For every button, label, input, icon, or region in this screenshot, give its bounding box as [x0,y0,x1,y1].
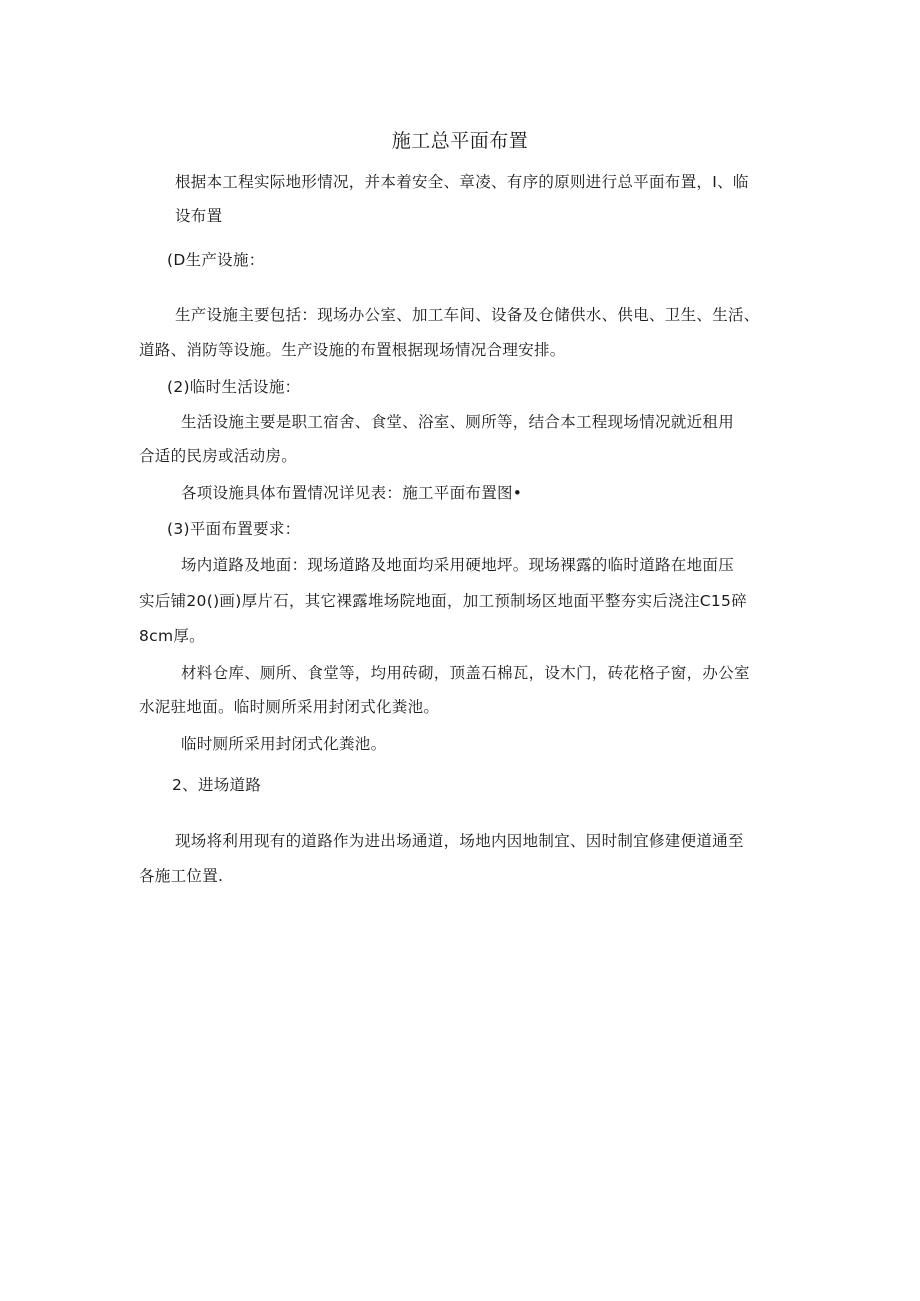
body-line-9: 各项设施具体布置情况详见表：施工平面布置图• [181,484,523,502]
body-line-18: 现场将利用现有的道路作为进出场通道，场地内因地制宜、因时制宜修建便道通至 [175,832,744,850]
body-line-15: 水泥驻地面。临时厕所采用封闭式化粪池。 [139,698,440,716]
section-heading-requirements: (3)平面布置要求： [167,520,301,538]
section-heading-access-road: 2、进场道路 [172,776,262,794]
body-line-14: 材料仓库、厕所、食堂等，均用砖砌，顶盖石棉瓦，设木门，砖花格子窗，办公室 [181,664,750,682]
section-heading-living: (2)临时生活设施： [167,378,301,396]
body-line-7: 生活设施主要是职工宿舍、食堂、浴室、厕所等，结合本工程现场情况就近租用 [181,413,735,431]
body-line-19: 各施工位置. [139,867,224,885]
body-line-5: 道路、消防等设施。生产设施的布置根据现场情况合理安排。 [139,341,566,359]
body-line-16: 临时厕所采用封闭式化粪池。 [181,735,387,753]
document-title: 施工总平面布置 [391,130,529,152]
section-heading-production: (D生产设施： [167,251,265,269]
body-line-4: 生产设施主要包括：现场办公室、加工车间、设备及仓储供水、供电、卫生、生活、 [175,306,760,324]
body-line-8: 合适的民房或活动房。 [139,447,298,465]
body-line-2: 设布置 [175,207,223,225]
body-line-13: 8cm厚。 [139,627,205,645]
body-line-11: 场内道路及地面：现场道路及地面均采用硬地坪。现场裸露的临时道路在地面压 [181,556,735,574]
body-line-1: 根据本工程实际地形情况，并本着安全、章凌、有序的原则进行总平面布置，I、临 [175,173,749,191]
body-line-12: 实后铺20()画)厚片石，其它裸露堆场院地面，加工预制场区地面平整夯实后浇注C15碎 [139,592,748,610]
